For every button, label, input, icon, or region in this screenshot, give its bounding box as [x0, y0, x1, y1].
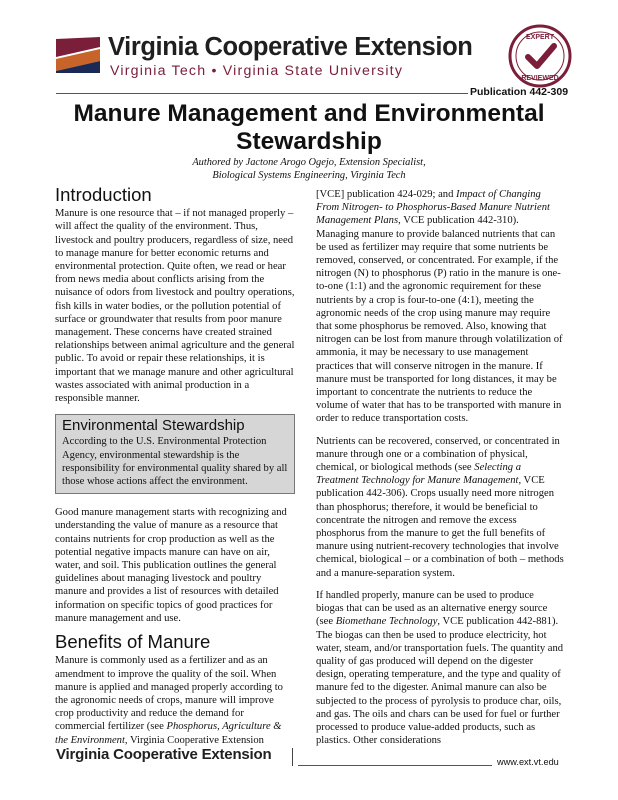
heading-benefits-of-manure: Benefits of Manure	[55, 631, 211, 653]
citation-biomethane: Biomethane Technology	[335, 616, 438, 628]
benefits-text-a: Manure is commonly used as a fertilizer and as an amendment to improve the quality of the soil. When manure is applied and managed properly according to the agronomic needs of crops, manure will improve crop productivity and reduce the demand for commercial fertilizer (see	[55, 655, 283, 733]
right-paragraph-3	[316, 589, 564, 747]
right-p2-text-a: Nutrients can be recovered, conserved, or concentrated in manure through one or a combination of physical, chemical, or biological methods (see	[316, 435, 560, 474]
benefits-text-b: , Virginia Cooperative Extension	[124, 734, 264, 746]
header-rule	[56, 93, 468, 94]
brand-subtitle: Virginia Tech • Virginia State University	[110, 63, 404, 79]
byline-affiliation: Biological Systems Engineering, Virginia Tech	[212, 170, 406, 181]
expert-reviewed-seal-icon	[508, 24, 572, 88]
right-p2-text-b: , VCE publication 442-306). Crops usually need more nitrogen than phosphorus; therefore, it would be beneficial to concentrate the nitrogen and remove the excess phosphorus from the manure to get the full benefits of manure using nutrient-recovery technologies that involve chemical, biological – or a combination of both – methods and a manure-separation system.	[316, 475, 564, 579]
citation-impact-of-changing: Impact of Changing From Nitrogen- to Phosphorus-Based Manure Nutrient Management Plans	[316, 189, 550, 227]
right-p3-text-b: , VCE publication 442-881). The biogas can then be used to produce electricity, hot water, steam, and/or transportation fuels. The quantity and quality of gas produced will depend on the digester design, operating temperature, and the type and quality of manure fed to the digester. Animal manure can also be subjected to the process of pyrolysis to produce char, oils, and gas. The oils and chars can be used for fuel or further processed to produce value-added products, such as plastics. Other considerations	[316, 616, 564, 747]
footer-rule	[298, 765, 492, 766]
citation-selecting-treatment: Selecting a Treatment Technology for Manure Management	[316, 462, 522, 487]
sidebar-title: Environmental Stewardship	[62, 417, 245, 435]
left-column	[55, 186, 295, 756]
right-paragraph-1	[316, 188, 564, 426]
footer-url: www.ext.vt.edu	[497, 757, 559, 767]
sidebar-text: According to the U.S. Environmental Protection Agency, environmental stewardship is the responsibility for environmental quality shared by all those whose actions affect the environment.	[62, 436, 288, 488]
benefits-paragraph	[55, 654, 295, 746]
byline	[100, 156, 518, 182]
intro-paragraph: Manure is one resource that – if not managed properly – will affect the quality of the environment. Thus, livestock and poultry producers, regardless of size, need to manage manure for better economic returns and environmental protection. Quite often, we read or hear from news media about conflicts arising from the nuisance of odors from livestock and poultry operations, fish kills in water bodies, or the pollution potential of surface or groundwater that results from poor manure management. These concerns have created strained relationships between animal agriculture and the general public. To avoid or repair these relationships, it is important that we manage manure and other agricultural wastes associated with animal production in a responsible manner.	[55, 208, 295, 405]
right-p1-text-b: , VCE publication 442-310). Managing manure to provide balanced nutrients that can be used as fertilizer may require that some nutrients be removed, conserved, or concentrated. For example, if the nitrogen (N) to phosphorus (P) ratio in the manure is one-to-one (1:1) and the agronomic requirement for these nutrients by a crop is four-to-one (4:1), meeting the agronomic needs of the crop using manure may require that some phosphorus be removed. Also, knowing that nitrogen can be lost from manure through volatilization of ammonia, it may be necessary to use management practices that will conserve nitrogen in the manure. If manure must be transported for long distances, it may be important to concentrate the nutrients to reduce the volume of water that has to be transported with manure in order to reduce transportation costs.	[316, 215, 563, 425]
footer-brand: Virginia Cooperative Extension	[56, 746, 272, 763]
seal-text-bottom: REVIEWED	[521, 75, 559, 82]
seal-text-top: EXPERT	[525, 34, 555, 41]
left-paragraph-2: Good manure management starts with recognizing and understanding the value of manure as a resource that contains nutrients for crop production as well as the potential negative impacts manure can have on air, water, and soil. This publication outlines the general guidelines about managing livestock and poultry manure and provides a list of resources with detailed information on specific topics of good practices for manure management and use.	[55, 507, 287, 624]
sidebar-environmental-stewardship	[55, 414, 295, 494]
document-title: Manure Management and Environmental Stewardship	[73, 100, 545, 155]
footer-divider	[292, 748, 293, 766]
citation-phosphorus: Phosphorus, Agriculture & the Environment	[55, 721, 282, 746]
brand-title: Virginia Cooperative Extension	[108, 33, 473, 61]
right-p1-text-a: [VCE] publication 424-029; and	[316, 189, 457, 200]
heading-introduction: Introduction	[55, 184, 152, 205]
vce-logo-icon	[56, 37, 100, 73]
right-p3-text-a: If handled properly, manure can be used to produce biogas that can be used as an alternative energy source (see	[316, 589, 548, 628]
right-column	[316, 188, 564, 756]
byline-author: Authored by Jactone Arogo Ogejo, Extension Specialist,	[192, 157, 426, 168]
publication-number: Publication 442-309	[470, 86, 569, 98]
right-paragraph-2	[316, 435, 564, 580]
